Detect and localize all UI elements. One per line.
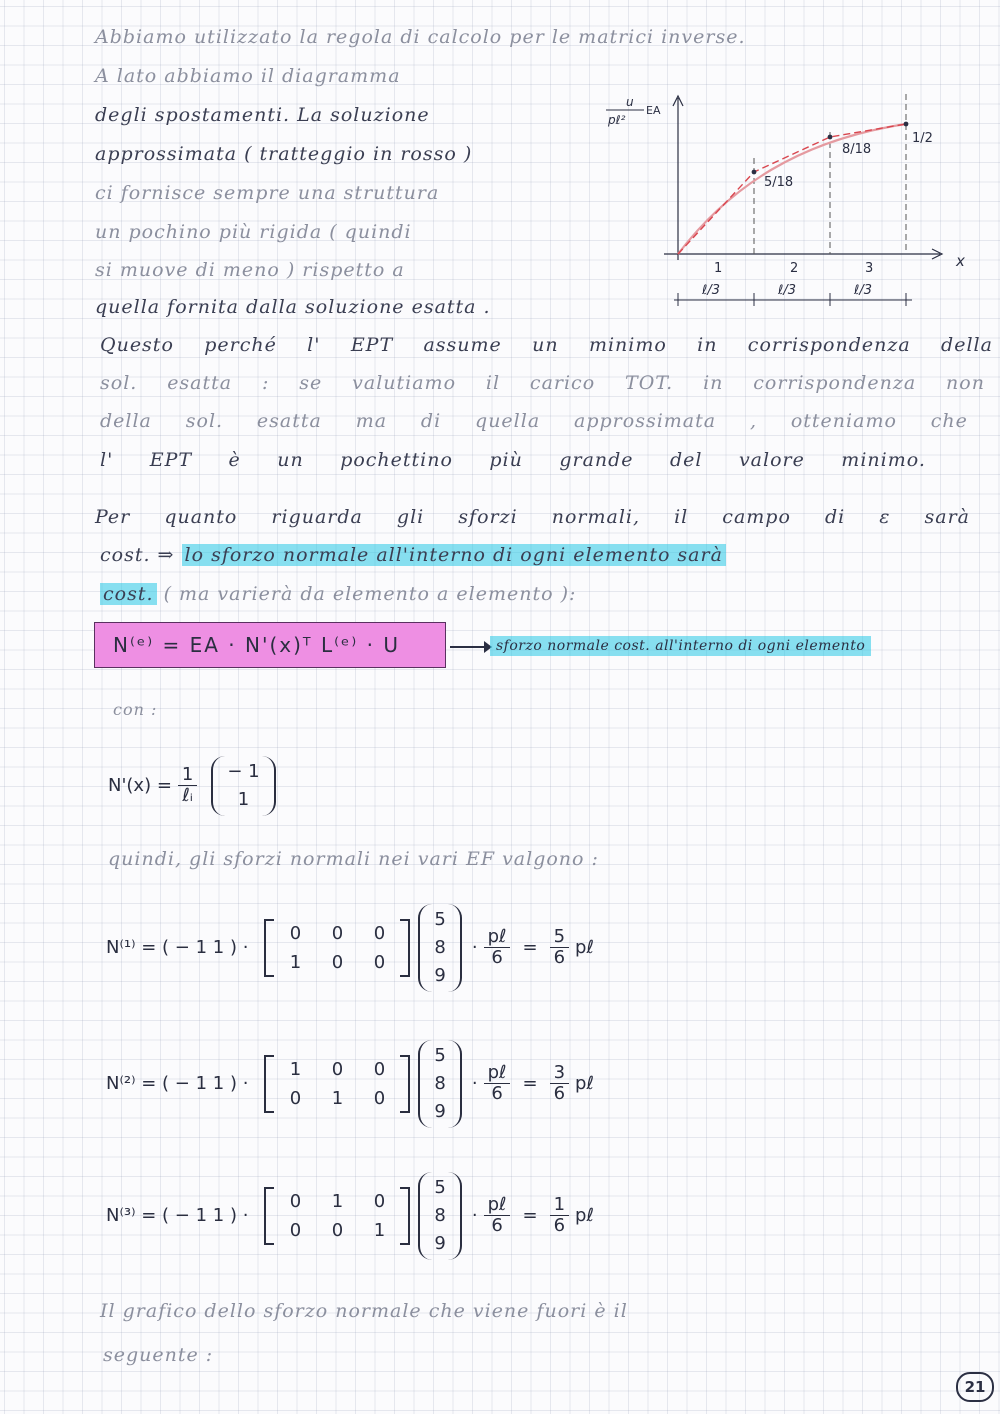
- intro-line-7: si muove di meno ) rispetto a: [95, 259, 405, 281]
- intro-line-5: ci fornisce sempre una struttura: [95, 182, 440, 204]
- equation-element-1: N⁽¹⁾ = ( − 1 1 ) · 0 0 0 1 0 0 5 8 9 · $\frac{\text{pℓ}}{6}$ = $\frac{5}{6}$ pℓ: [106, 904, 594, 992]
- segment-label-2: ℓ/3: [778, 283, 797, 298]
- intro-line-6: un pochino più rigida ( quindi: [95, 221, 412, 243]
- para1-line-2: sol. esatta : se valutiamo il carico TOT. in corrispondenza non: [100, 372, 985, 394]
- node-point: [904, 122, 909, 127]
- page-number: 21: [956, 1372, 994, 1402]
- boxed-formula: N⁽ᵉ⁾ = EA · N'(x)ᵀ L⁽ᵉ⁾ · U: [94, 622, 446, 668]
- para1-line-3: della sol. esatta ma di quella approssimata , otteniamo che: [100, 410, 968, 432]
- node-value-2: 8/18: [842, 142, 872, 157]
- y-axis-label-suffix: EA: [646, 104, 661, 117]
- intro-line-1: Abbiamo utilizzato la regola di calcolo per le matrici inverse.: [95, 26, 746, 48]
- equation-element-2: N⁽²⁾ = ( − 1 1 ) · 1 0 0 0 1 0 5 8 9 · $\frac{\text{pℓ}}{6}$ = $\frac{3}{6}$ pℓ: [106, 1040, 594, 1128]
- node-value-3: 1/2: [912, 131, 933, 146]
- y-axis-label-den: pℓ²: [608, 113, 626, 127]
- final-line-2: seguente :: [103, 1344, 214, 1366]
- intro-line-4: approssimata ( tratteggio in rosso ): [95, 143, 473, 165]
- con-label: con :: [113, 700, 158, 719]
- element-number-2: 2: [790, 261, 799, 276]
- shape-function: N'(x) = $\frac{1}{\text{ℓᵢ}}$ − 1 1: [108, 756, 276, 816]
- element-number-3: 3: [865, 261, 874, 276]
- intro-line-8: quella fornita dalla soluzione esatta .: [95, 296, 491, 318]
- node-point: [828, 135, 833, 140]
- para1-line-4: l' EPT è un pochettino più grande del valore minimo.: [100, 449, 926, 471]
- node-value-1: 5/18: [764, 175, 794, 190]
- x-axis-label: x: [956, 252, 965, 270]
- equation-element-3: N⁽³⁾ = ( − 1 1 ) · 0 1 0 0 0 1 5 8 9 · $\frac{\text{pℓ}}{6}$ = $\frac{1}{6}$ pℓ: [106, 1172, 594, 1260]
- para2-line-1: Per quanto riguarda gli sforzi normali, il campo di ε sarà: [95, 506, 970, 528]
- quindi-line: quindi, gli sforzi normali nei vari EF valgono :: [108, 848, 599, 870]
- para2-line-2: cost. ⇒ lo sforzo normale all'interno di ogni elemento sarà: [100, 544, 726, 566]
- highlight-constant-force: lo sforzo normale all'interno di ogni elemento sarà: [182, 544, 726, 566]
- element-number-1: 1: [714, 261, 723, 276]
- intro-line-2: A lato abbiamo il diagramma: [95, 65, 401, 87]
- para1-line-1: Questo perché l' EPT assume un minimo in corrispondenza della: [100, 334, 993, 356]
- displacement-diagram: [600, 88, 990, 318]
- boxed-note: sforzo normale cost. all'interno di ogni elemento: [490, 636, 871, 656]
- y-axis-label-num: u: [626, 95, 634, 109]
- segment-label-1: ℓ/3: [702, 283, 721, 298]
- final-line: Il grafico dello sforzo normale che viene fuori è il: [100, 1300, 628, 1322]
- para2-line-3: cost. ( ma varierà da elemento a elemento ):: [100, 583, 576, 605]
- intro-line-3: degli spostamenti. La soluzione: [95, 104, 430, 126]
- segment-label-3: ℓ/3: [854, 283, 873, 298]
- node-point: [752, 170, 757, 175]
- boxed-arrow: [450, 646, 488, 648]
